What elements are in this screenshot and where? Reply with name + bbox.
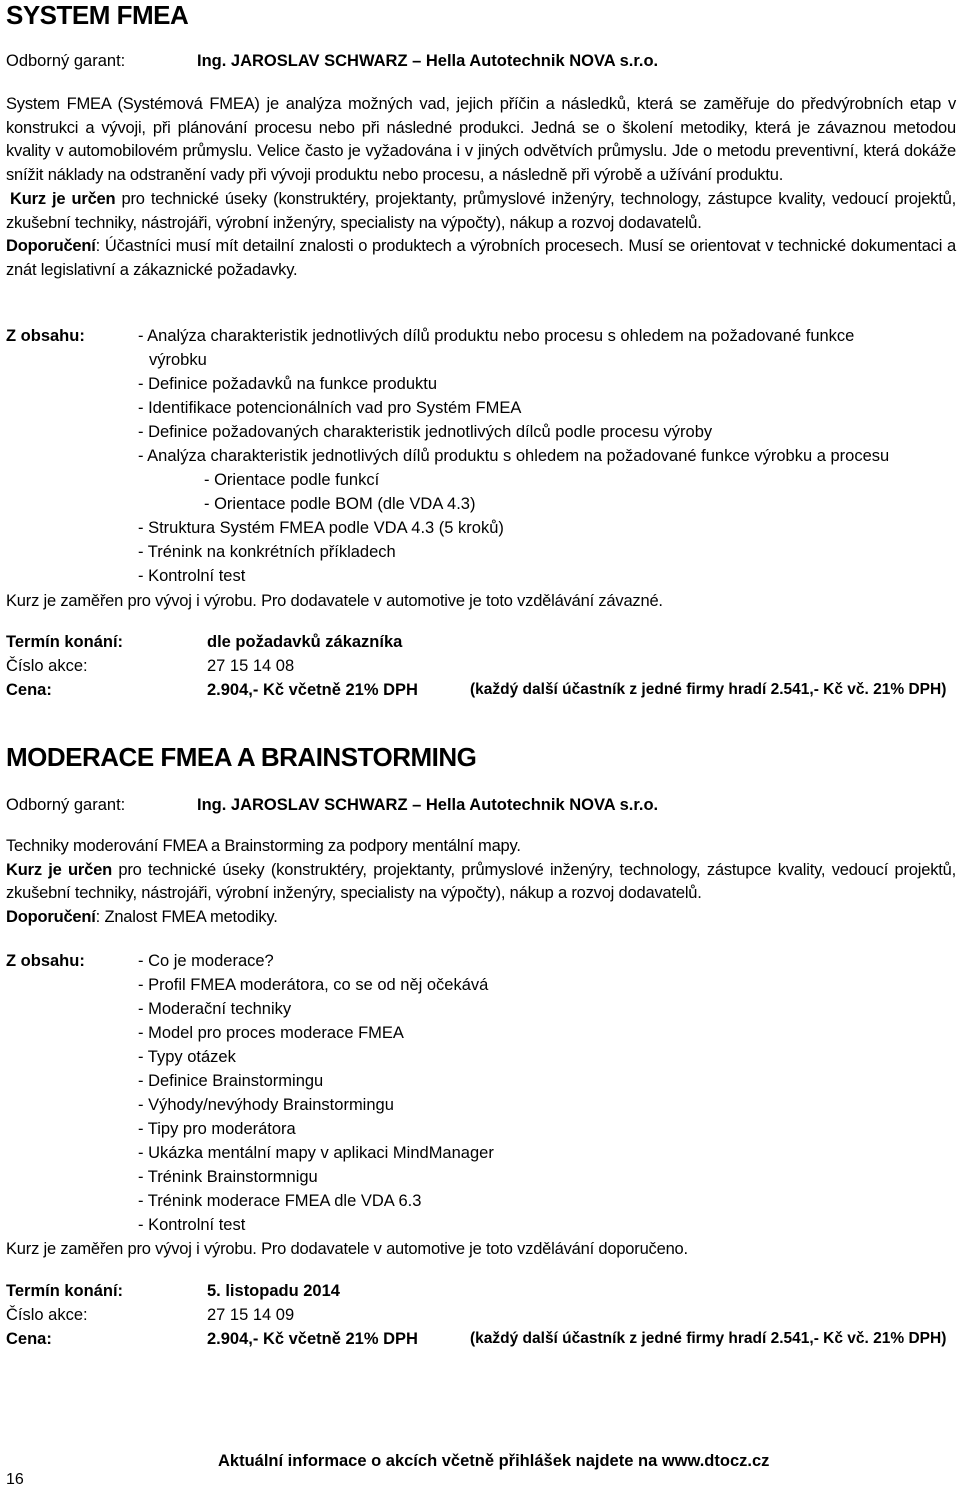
content-list-item: - Orientace podle funkcí [204, 471, 380, 489]
content-list-item: - Typy otázek [138, 1048, 236, 1066]
price-row [6, 1327, 956, 1351]
content-list-item: - Profil FMEA moderátora, co se od něj očekává [138, 976, 489, 994]
section-system-fmea [6, 0, 956, 30]
date-label: Termín konání: [6, 1282, 124, 1300]
garant-value: Ing. JAROSLAV SCHWARZ – Hella Autotechnik NOVA s.r.o. [197, 52, 659, 70]
recommendation-label: Doporučení [6, 908, 96, 927]
content-list-section [6, 949, 956, 1237]
content-list-item: - Výhody/nevýhody Brainstormingu [138, 1096, 394, 1114]
description-block [6, 835, 956, 930]
content-list-item: - Trénink na konkrétních příkladech [138, 543, 396, 561]
price-label: Cena: [6, 1330, 52, 1348]
content-list-section [6, 324, 956, 588]
date-label: Termín konání: [6, 633, 124, 651]
intro-paragraph: System FMEA (Systémová FMEA) je analýza možných vad, jejich příčin a následků, která se zaměřuje do předvýrobních etap v konstrukci a vývoji, při plánování procesu nebo při následné produkci. Jedná se o školení metodiky, která je závaznou metodou kvality v automobilovém průmyslu. Velice často je vyžadována i v jiných odvětvích průmyslu. Jde o metodu preventivní, která dokáže snížit náklady na odstranění vady při vývoji produktu nebo procesu, a následně při výrobě a užívání produktu. [6, 95, 956, 185]
recommendation-text: : Znalost FMEA metodiky. [95, 908, 278, 927]
garant-value: Ing. JAROSLAV SCHWARZ – Hella Autotechnik NOVA s.r.o. [197, 796, 659, 814]
content-list-item: - Identifikace potencionálních vad pro Systém FMEA [138, 399, 522, 417]
closing-line [6, 1238, 956, 1262]
course-info [6, 1279, 956, 1351]
price-value: 2.904,- Kč včetně 21% DPH [207, 1330, 418, 1348]
footer-note: Aktuální informace o akcích včetně přihlášek najdete na www.dtocz.cz [218, 1452, 770, 1470]
code-row [6, 654, 956, 678]
price-note: (každý další účastník z jedné firmy hradí 2.541,- Kč vč. 21% DPH) [470, 681, 947, 698]
content-list-item: - Analýza charakteristik jednotlivých dílů produktu s ohledem na požadované funkce výrobku a procesu [138, 447, 890, 465]
course-info [6, 630, 956, 702]
content-list-item: výrobku [149, 351, 207, 369]
content-list-item: - Orientace podle BOM (dle VDA 4.3) [204, 495, 476, 513]
content-list-item: - Definice Brainstormingu [138, 1072, 324, 1090]
content-list-item: - Kontrolní test [138, 1216, 246, 1234]
content-label: Z obsahu: [6, 327, 85, 345]
garant-label: Odborný garant: [6, 796, 126, 814]
price-row [6, 678, 956, 702]
page-number: 16 [6, 1471, 24, 1488]
content-list-item: - Definice požadovaných charakteristik jednotlivých dílců podle procesu výroby [138, 423, 713, 441]
content-list-item: - Analýza charakteristik jednotlivých dílů produktu nebo procesu s ohledem na požadované funkce [138, 327, 855, 345]
date-value: 5. listopadu 2014 [207, 1282, 340, 1300]
date-row [6, 630, 956, 654]
garant-row [6, 793, 956, 817]
description-block [6, 93, 956, 283]
content-list-item: - Trénink moderace FMEA dle VDA 6.3 [138, 1192, 422, 1210]
target-text: pro technické úseky (konstruktéry, projektanty, průmyslové inženýry, technology, zástupce kvality, vedoucí projektů, zkušební techniky, nástrojáři, výrobní inženýry, specialisty na výpočty), nákup a rozvoj dodavatelů. [6, 189, 956, 232]
content-list [6, 949, 956, 1237]
price-label: Cena: [6, 681, 52, 699]
content-list-item: - Struktura Systém FMEA podle VDA 4.3 (5 kroků) [138, 519, 504, 537]
price-note: (každý další účastník z jedné firmy hradí 2.541,- Kč vč. 21% DPH) [470, 1330, 947, 1347]
closing-text: Kurz je zaměřen pro vývoj i výrobu. Pro dodavatele v automotive je toto vzdělávání doporučeno. [6, 1240, 688, 1258]
content-list-item: - Definice požadavků na funkce produktu [138, 375, 438, 393]
content-list-item: - Kontrolní test [138, 567, 246, 585]
content-label: Z obsahu: [6, 952, 85, 970]
date-row [6, 1279, 956, 1303]
recommendation-label: Doporučení [6, 237, 96, 256]
code-label: Číslo akce: [6, 657, 88, 675]
target-label: Kurz je určen [6, 860, 112, 879]
closing-text: Kurz je zaměřen pro vývoj i výrobu. Pro dodavatele v automotive je toto vzdělávání závazné. [6, 592, 663, 610]
code-label: Číslo akce: [6, 1306, 88, 1324]
garant-row [6, 49, 956, 73]
target-text: pro technické úseky (konstruktéry, projektanty, průmyslové inženýry, technology, zástupce kvality, vedoucí projektů, zkušební techniky, nástrojáři, výrobní inženýry, specialisty na výpočty), nákup a rozvoj dodavatelů. [6, 860, 956, 903]
content-list-item: - Trénink Brainstormnigu [138, 1168, 318, 1186]
target-paragraph [6, 188, 956, 235]
date-value: dle požadavků zákazníka [207, 633, 403, 651]
code-value: 27 15 14 09 [207, 1306, 295, 1324]
content-list [6, 324, 956, 588]
recommendation-paragraph [6, 235, 956, 282]
content-list-item: - Model pro proces moderace FMEA [138, 1024, 404, 1042]
recommendation-paragraph [6, 906, 956, 930]
intro-paragraph: Techniky moderování FMEA a Brainstorming za podpory mentální mapy. [6, 837, 521, 855]
target-label: Kurz je určen [10, 189, 116, 208]
code-row [6, 1303, 956, 1327]
garant-label: Odborný garant: [6, 52, 126, 70]
target-paragraph [6, 859, 956, 906]
code-value: 27 15 14 08 [207, 657, 295, 675]
recommendation-text: : Účastníci musí mít detailní znalosti o produktech a výrobních procesech. Musí se orientovat v technické dokumentaci a znát legislativní a zákaznické požadavky. [6, 237, 956, 279]
section-moderace-fmea [6, 742, 956, 772]
price-value: 2.904,- Kč včetně 21% DPH [207, 681, 418, 699]
section-title: MODERACE FMEA A BRAINSTORMING [6, 742, 477, 772]
content-list-item: - Co je moderace? [138, 952, 274, 970]
content-list-item: - Moderační techniky [138, 1000, 292, 1018]
content-list-item: - Ukázka mentální mapy v aplikaci MindManager [138, 1144, 494, 1162]
closing-line [6, 590, 956, 614]
section-title: SYSTEM FMEA [6, 0, 189, 30]
content-list-item: - Tipy pro moderátora [138, 1120, 296, 1138]
